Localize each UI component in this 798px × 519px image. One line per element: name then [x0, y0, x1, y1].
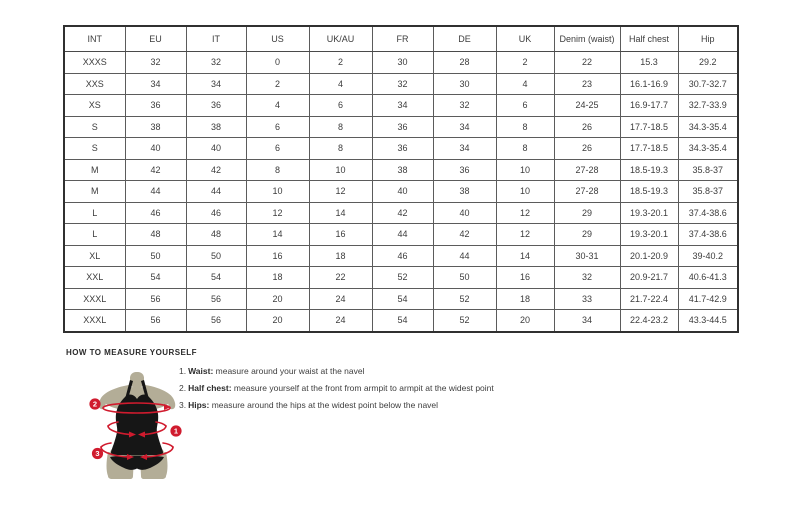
- size-cell: 38: [372, 159, 433, 181]
- column-header: Hip: [678, 26, 738, 52]
- size-cell: 29.2: [678, 52, 738, 74]
- size-cell: 40: [433, 202, 496, 224]
- column-header: Denim (waist): [554, 26, 620, 52]
- size-cell: 27-28: [554, 159, 620, 181]
- size-cell: 38: [433, 181, 496, 203]
- instruction-text: measure around your waist at the navel: [213, 366, 365, 376]
- size-cell: 36: [372, 138, 433, 160]
- header-row: [64, 26, 738, 52]
- instruction-half-chest: [179, 383, 494, 393]
- instruction-label: Hips:: [188, 400, 210, 410]
- size-row: [64, 159, 738, 181]
- size-cell: 18: [309, 245, 372, 267]
- size-cell: 56: [125, 310, 186, 332]
- size-cell: 29: [554, 224, 620, 246]
- size-cell: 41.7-42.9: [678, 288, 738, 310]
- size-cell: 24: [309, 310, 372, 332]
- size-cell: 54: [125, 267, 186, 289]
- size-cell: 37.4-38.6: [678, 224, 738, 246]
- size-cell: 52: [433, 310, 496, 332]
- size-cell: 12: [309, 181, 372, 203]
- size-cell: 42: [125, 159, 186, 181]
- size-cell: 42: [433, 224, 496, 246]
- size-cell: XXXL: [64, 310, 125, 332]
- size-cell: 4: [496, 73, 554, 95]
- column-header: INT: [64, 26, 125, 52]
- size-cell: 36: [186, 95, 246, 117]
- size-row: [64, 52, 738, 74]
- size-cell: 46: [372, 245, 433, 267]
- size-cell: 21.7-22.4: [620, 288, 678, 310]
- instruction-label: Waist:: [188, 366, 214, 376]
- size-cell: 34: [433, 116, 496, 138]
- size-cell: XXS: [64, 73, 125, 95]
- size-cell: 40.6-41.3: [678, 267, 738, 289]
- mannequin-illustration: [85, 372, 190, 482]
- size-cell: 14: [496, 245, 554, 267]
- size-cell: S: [64, 138, 125, 160]
- size-cell: 56: [186, 288, 246, 310]
- size-cell: 2: [246, 73, 309, 95]
- size-cell: 26: [554, 116, 620, 138]
- size-cell: XXL: [64, 267, 125, 289]
- size-cell: 46: [186, 202, 246, 224]
- column-header: US: [246, 26, 309, 52]
- size-cell: 18: [246, 267, 309, 289]
- size-cell: 34: [125, 73, 186, 95]
- size-cell: 34: [186, 73, 246, 95]
- size-cell: 54: [372, 288, 433, 310]
- size-cell: 18.5-19.3: [620, 181, 678, 203]
- size-cell: 6: [246, 116, 309, 138]
- size-cell: 28: [433, 52, 496, 74]
- size-cell: 16.9-17.7: [620, 95, 678, 117]
- column-header: DE: [433, 26, 496, 52]
- size-row: [64, 202, 738, 224]
- size-cell: 16.1-16.9: [620, 73, 678, 95]
- size-cell: L: [64, 202, 125, 224]
- size-cell: 0: [246, 52, 309, 74]
- size-cell: 43.3-44.5: [678, 310, 738, 332]
- size-cell: 22: [554, 52, 620, 74]
- size-cell: 40: [125, 138, 186, 160]
- size-cell: 8: [309, 138, 372, 160]
- instruction-number: 2.: [179, 383, 187, 393]
- size-cell: 33: [554, 288, 620, 310]
- instruction-waist: [179, 366, 494, 376]
- size-cell: 19.3-20.1: [620, 202, 678, 224]
- size-cell: 20.9-21.7: [620, 267, 678, 289]
- size-cell: 44: [186, 181, 246, 203]
- size-cell: 50: [186, 245, 246, 267]
- size-cell: 2: [496, 52, 554, 74]
- size-cell: 32: [554, 267, 620, 289]
- size-cell: 29: [554, 202, 620, 224]
- size-cell: 30: [372, 52, 433, 74]
- size-cell: 34: [372, 95, 433, 117]
- size-row: [64, 181, 738, 203]
- size-cell: M: [64, 159, 125, 181]
- size-cell: XXXS: [64, 52, 125, 74]
- size-cell: 17.7-18.5: [620, 116, 678, 138]
- instruction-text: measure around the hips at the widest point below the navel: [209, 400, 439, 410]
- size-cell: 48: [186, 224, 246, 246]
- instruction-number: 1.: [179, 366, 187, 376]
- size-cell: 19.3-20.1: [620, 224, 678, 246]
- size-cell: 44: [125, 181, 186, 203]
- size-cell: XS: [64, 95, 125, 117]
- size-cell: 32: [433, 95, 496, 117]
- size-cell: 6: [309, 95, 372, 117]
- size-row: [64, 73, 738, 95]
- size-cell: 34: [554, 310, 620, 332]
- size-row: [64, 310, 738, 332]
- size-cell: 40: [372, 181, 433, 203]
- size-cell: 24: [309, 288, 372, 310]
- column-header: FR: [372, 26, 433, 52]
- size-row: [64, 95, 738, 117]
- instruction-hips: [179, 400, 494, 410]
- size-cell: 14: [309, 202, 372, 224]
- instruction-text: measure yourself at the front from armpit to armpit at the widest point: [231, 383, 494, 393]
- size-cell: XL: [64, 245, 125, 267]
- size-cell: 39-40.2: [678, 245, 738, 267]
- size-cell: 30: [433, 73, 496, 95]
- size-cell: 10: [496, 181, 554, 203]
- size-cell: 24-25: [554, 95, 620, 117]
- badge-waist-number: 1: [173, 426, 179, 436]
- size-cell: 16: [309, 224, 372, 246]
- size-cell: 54: [186, 267, 246, 289]
- size-cell: 35.8-37: [678, 159, 738, 181]
- measurement-figure: [85, 372, 190, 482]
- measure-heading: HOW TO MEASURE YOURSELF: [66, 348, 197, 357]
- size-cell: 20: [246, 310, 309, 332]
- size-cell: 18: [496, 288, 554, 310]
- size-cell: 44: [372, 224, 433, 246]
- table-body: [64, 52, 738, 332]
- column-header: UK: [496, 26, 554, 52]
- size-row: [64, 224, 738, 246]
- size-cell: 32.7-33.9: [678, 95, 738, 117]
- size-cell: 52: [372, 267, 433, 289]
- size-cell: 12: [246, 202, 309, 224]
- column-header: IT: [186, 26, 246, 52]
- size-cell: 56: [125, 288, 186, 310]
- size-cell: 6: [246, 138, 309, 160]
- size-cell: 20.1-20.9: [620, 245, 678, 267]
- size-cell: 32: [186, 52, 246, 74]
- size-cell: 38: [125, 116, 186, 138]
- size-cell: 16: [246, 245, 309, 267]
- measure-instructions: [179, 366, 494, 417]
- size-cell: 26: [554, 138, 620, 160]
- instruction-number: 3.: [179, 400, 187, 410]
- size-cell: 48: [125, 224, 186, 246]
- size-cell: 20: [246, 288, 309, 310]
- size-cell: 36: [125, 95, 186, 117]
- size-cell: 35.8-37: [678, 181, 738, 203]
- size-cell: 44: [433, 245, 496, 267]
- size-cell: 10: [496, 159, 554, 181]
- size-cell: 36: [433, 159, 496, 181]
- size-cell: 34.3-35.4: [678, 138, 738, 160]
- size-cell: 8: [496, 116, 554, 138]
- size-cell: 15.3: [620, 52, 678, 74]
- size-cell: 6: [496, 95, 554, 117]
- size-row: [64, 116, 738, 138]
- size-cell: 12: [496, 224, 554, 246]
- size-cell: 56: [186, 310, 246, 332]
- size-cell: 17.7-18.5: [620, 138, 678, 160]
- badge-hips-number: 3: [95, 449, 100, 459]
- size-cell: 18.5-19.3: [620, 159, 678, 181]
- size-cell: 4: [246, 95, 309, 117]
- size-cell: 32: [372, 73, 433, 95]
- size-cell: 37.4-38.6: [678, 202, 738, 224]
- instruction-label: Half chest:: [188, 383, 232, 393]
- size-cell: 50: [125, 245, 186, 267]
- size-cell: 20: [496, 310, 554, 332]
- size-cell: 22: [309, 267, 372, 289]
- size-cell: 10: [309, 159, 372, 181]
- size-cell: 22.4-23.2: [620, 310, 678, 332]
- size-row: [64, 288, 738, 310]
- size-cell: 23: [554, 73, 620, 95]
- size-cell: 40: [186, 138, 246, 160]
- size-row: [64, 138, 738, 160]
- size-cell: 38: [186, 116, 246, 138]
- size-cell: 30-31: [554, 245, 620, 267]
- badge-half-chest-number: 2: [92, 399, 98, 409]
- size-chart-table: [63, 25, 739, 333]
- column-header: UK/AU: [309, 26, 372, 52]
- size-cell: 34.3-35.4: [678, 116, 738, 138]
- size-cell: 27-28: [554, 181, 620, 203]
- size-cell: S: [64, 116, 125, 138]
- size-cell: 34: [433, 138, 496, 160]
- size-cell: 50: [433, 267, 496, 289]
- size-cell: 42: [372, 202, 433, 224]
- size-cell: XXXL: [64, 288, 125, 310]
- size-cell: 30.7-32.7: [678, 73, 738, 95]
- column-header: EU: [125, 26, 186, 52]
- size-cell: 8: [309, 116, 372, 138]
- size-cell: 8: [246, 159, 309, 181]
- size-row: [64, 245, 738, 267]
- size-cell: 14: [246, 224, 309, 246]
- size-cell: 8: [496, 138, 554, 160]
- size-cell: M: [64, 181, 125, 203]
- size-cell: 42: [186, 159, 246, 181]
- size-row: [64, 267, 738, 289]
- size-cell: L: [64, 224, 125, 246]
- size-cell: 52: [433, 288, 496, 310]
- size-cell: 36: [372, 116, 433, 138]
- size-cell: 16: [496, 267, 554, 289]
- size-cell: 54: [372, 310, 433, 332]
- size-cell: 12: [496, 202, 554, 224]
- size-cell: 32: [125, 52, 186, 74]
- size-cell: 10: [246, 181, 309, 203]
- size-cell: 46: [125, 202, 186, 224]
- size-cell: 2: [309, 52, 372, 74]
- column-header: Half chest: [620, 26, 678, 52]
- size-cell: 4: [309, 73, 372, 95]
